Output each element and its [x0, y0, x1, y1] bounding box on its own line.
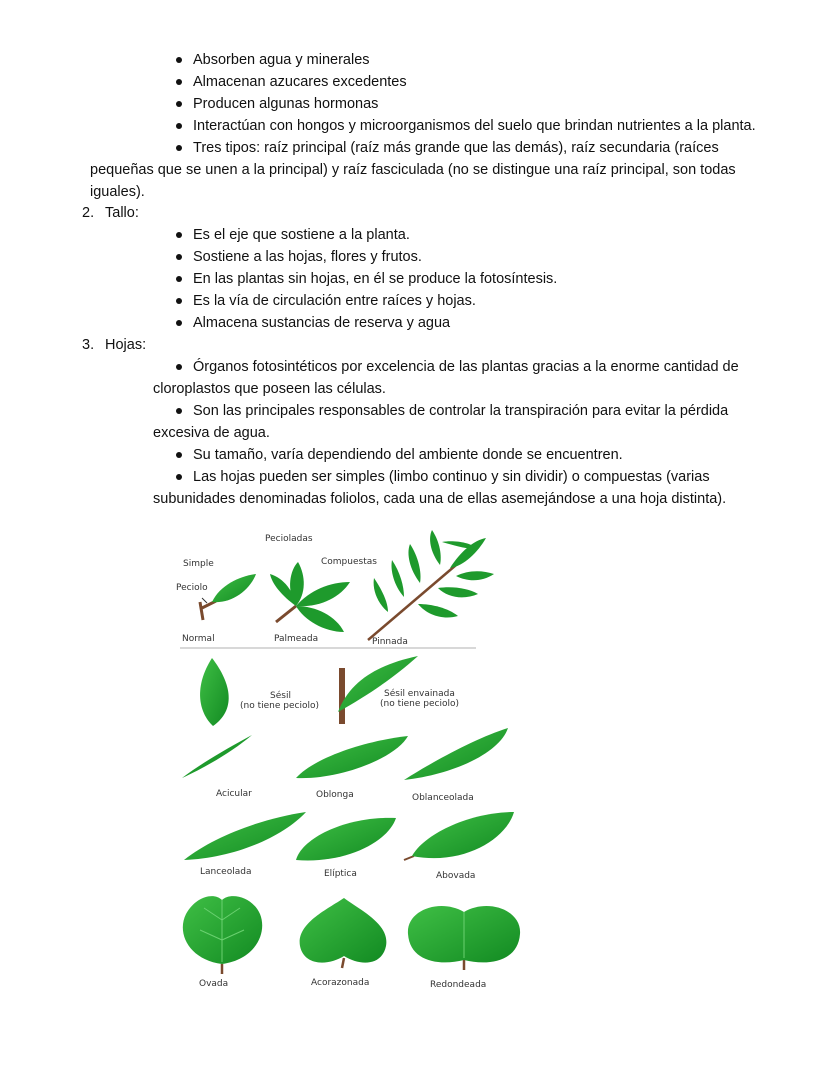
label-eliptica: Elíptica [324, 869, 357, 879]
leaf-oblanceolada-icon [404, 728, 508, 780]
section-number: 3. [82, 337, 95, 353]
section-title: Tallo: [105, 205, 139, 221]
list-item: Las hojas pueden ser simples (limbo continuo y sin dividir) o compuestas (varias [193, 469, 710, 485]
label-oblanceolada: Oblanceolada [412, 793, 474, 803]
label-peciolo: Peciolo [176, 583, 208, 593]
leaf-eliptica-icon [296, 818, 396, 861]
label-pecioladas: Pecioladas [265, 534, 313, 544]
label-acicular: Acicular [216, 789, 252, 799]
list-item-continuation: subunidades denominadas foliolos, cada una de ellas asemejándose a una hoja distinta). [153, 491, 727, 507]
label-abovada: Abovada [436, 871, 476, 881]
list-item: Interactúan con hongos y microorganismos del suelo que brindan nutrientes a la planta. [193, 118, 756, 134]
leaf-acorazonada-icon [300, 898, 387, 968]
label-ovada: Ovada [199, 979, 229, 989]
label-palmeada: Palmeada [274, 634, 319, 644]
list-item: Tres tipos: raíz principal (raíz más grande que las demás), raíz secundaria (raíces [193, 140, 719, 156]
list-item: Absorben agua y minerales [193, 52, 370, 68]
list-item: Es la vía de circulación entre raíces y hojas. [193, 293, 476, 309]
label-acorazonada: Acorazonada [311, 978, 370, 988]
list-item-continuation: iguales). [90, 184, 145, 200]
list-item: Almacena sustancias de reserva y agua [193, 315, 451, 331]
list-item: Almacenan azucares excedentes [193, 74, 407, 90]
list-item-continuation: pequeñas que se unen a la principal) y raíz fasciculada (no se distingue una raíz principal, son todas [90, 162, 736, 178]
label-sesil: Sésil [270, 691, 291, 701]
label-sesil-envainada-note: (no tiene peciolo) [380, 699, 459, 709]
leaf-acicular-icon [182, 735, 252, 778]
label-redondeada: Redondeada [430, 980, 487, 990]
label-compuestas: Compuestas [321, 557, 377, 567]
list-item-continuation: excesiva de agua. [153, 425, 270, 441]
leaf-normal-icon [200, 574, 256, 620]
list-item: Es el eje que sostiene a la planta. [193, 227, 410, 243]
list-item: Órganos fotosintéticos por excelencia de las plantas gracias a la enorme cantidad de [193, 359, 739, 375]
section-number: 2. [82, 205, 95, 221]
list-item: Son las principales responsables de controlar la transpiración para evitar la pérdida [193, 403, 729, 419]
list-item: Sostiene a las hojas, flores y frutos. [193, 249, 422, 265]
label-simple: Simple [183, 559, 214, 569]
leaf-ovada-icon [183, 896, 262, 974]
label-pinnada: Pinnada [372, 637, 408, 647]
label-normal: Normal [182, 634, 215, 644]
section-title: Hojas: [105, 337, 147, 353]
leaf-pinnada-icon [368, 530, 494, 640]
leaf-palmeada-icon [270, 562, 350, 632]
label-lanceolada: Lanceolada [200, 867, 252, 877]
leaf-abovada-icon [404, 812, 514, 860]
list-item: En las plantas sin hojas, en él se produce la fotosíntesis. [193, 271, 558, 287]
leaf-oblonga-icon [296, 736, 408, 778]
leaf-sesil-icon [200, 658, 229, 726]
label-sesil-note: (no tiene peciolo) [240, 701, 319, 711]
list-item: Su tamaño, varía dependiendo del ambiente donde se encuentren. [193, 447, 623, 463]
list-item: Producen algunas hormonas [193, 96, 379, 112]
label-oblonga: Oblonga [316, 790, 354, 800]
label-sesil-envainada: Sésil envainada [384, 689, 455, 699]
leaf-lanceolada-icon [184, 812, 306, 860]
list-item-continuation: cloroplastos que poseen las células. [153, 381, 386, 397]
leaf-redondeada-icon [408, 906, 520, 970]
